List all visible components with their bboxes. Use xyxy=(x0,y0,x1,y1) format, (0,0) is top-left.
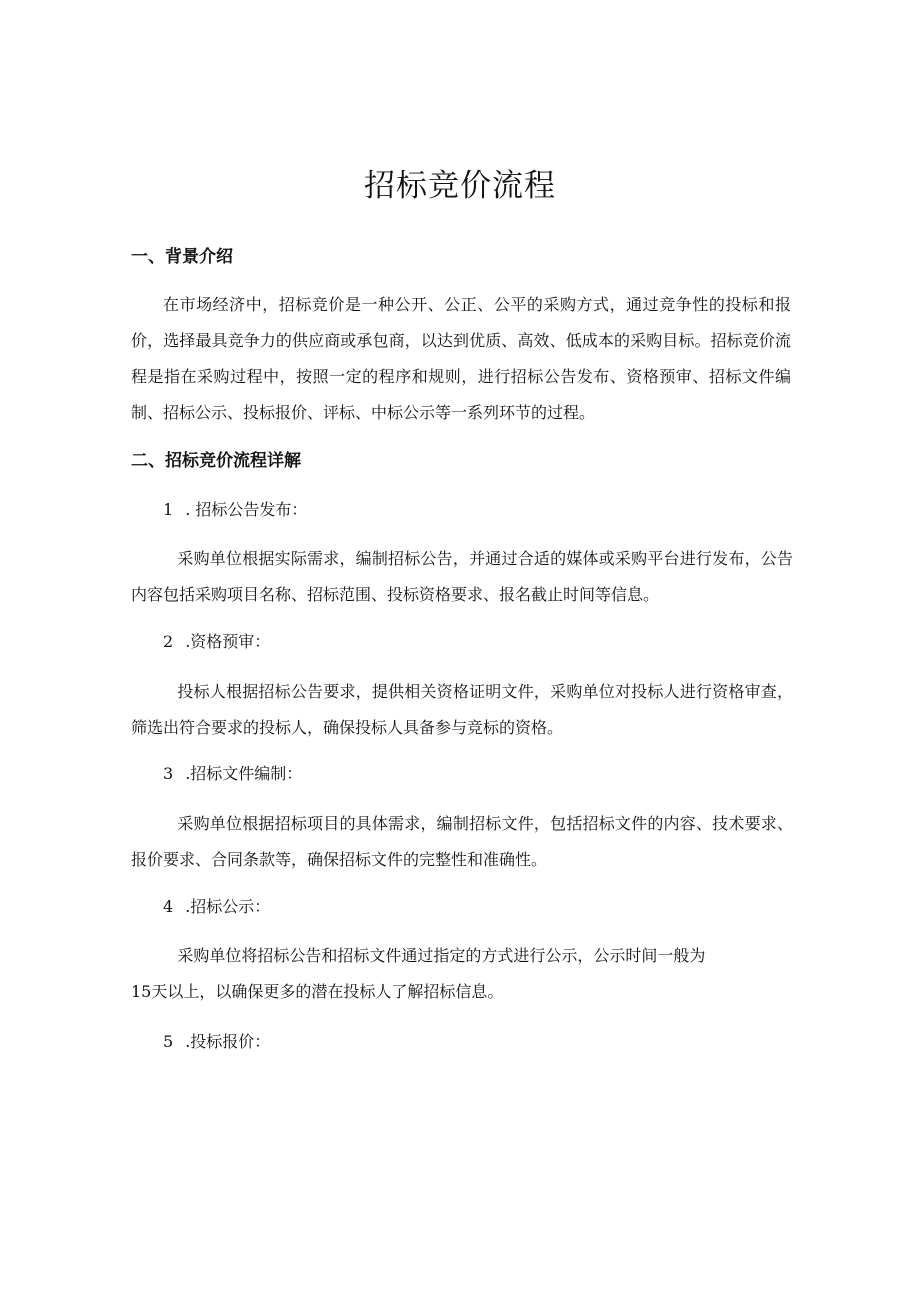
section-heading-process-detail: 二、招标竞价流程详解 xyxy=(131,451,301,471)
step-title: . 招标公告发布： xyxy=(185,500,308,519)
step-number: 3 xyxy=(163,764,174,783)
process-step-2-label xyxy=(163,630,270,654)
process-step-4-label xyxy=(163,895,270,919)
process-step-1-label xyxy=(163,498,307,522)
process-step-1-body: 采购单位根据实际需求，编制招标公告，并通过合适的媒体或采购平台进行发布，公告内容包括采购项目名称、招标范围、投标资格要求、报名截止时间等信息。 xyxy=(131,549,793,604)
step-number: 4 xyxy=(163,897,174,916)
step-4-body-line-2: 15天以上，以确保更多的潜在投标人了解招标信息。 xyxy=(131,982,504,1001)
process-step-3-label xyxy=(163,762,302,786)
process-step-2-body: 投标人根据招标公告要求，提供相关资格证明文件，采购单位对投标人进行资格审查，筛选出符合要求的投标人，确保投标人具备参与竞标的资格。 xyxy=(131,682,793,737)
step-title: .招标文件编制： xyxy=(185,764,303,783)
background-paragraph: 在市场经济中，招标竞价是一种公开、公正、公平的采购方式，通过竞争性的投标和报价，选择最具竞争力的供应商或承包商，以达到优质、高效、低成本的采购目标。招标竞价流程是指在采购过程中，按照一定的程序和规则，进行招标公告发布、资格预审、招标文件编制、招标公示、投标报价、评标、中标公示等一系列环节的过程。 xyxy=(131,295,791,422)
step-title: .投标报价： xyxy=(185,1032,271,1051)
process-step-5-label xyxy=(163,1030,270,1054)
section-heading-background: 一、背景介绍 xyxy=(131,247,233,267)
process-step-3-body: 采购单位根据招标项目的具体需求，编制招标文件，包括招标文件的内容、技术要求、报价要求、合同条款等，确保招标文件的完整性和准确性。 xyxy=(131,814,793,869)
process-step-4-body xyxy=(131,938,793,1010)
step-title: .招标公示： xyxy=(185,897,271,916)
step-number: 5 xyxy=(163,1032,174,1051)
step-number: 2 xyxy=(163,632,174,651)
step-number: 1 xyxy=(163,500,174,519)
step-title: .资格预审： xyxy=(185,632,271,651)
step-4-body-line-1: 采购单位将招标公告和招标文件通过指定的方式进行公示，公示时间一般为 xyxy=(177,946,706,965)
document-title: 招标竞价流程 xyxy=(364,168,556,204)
